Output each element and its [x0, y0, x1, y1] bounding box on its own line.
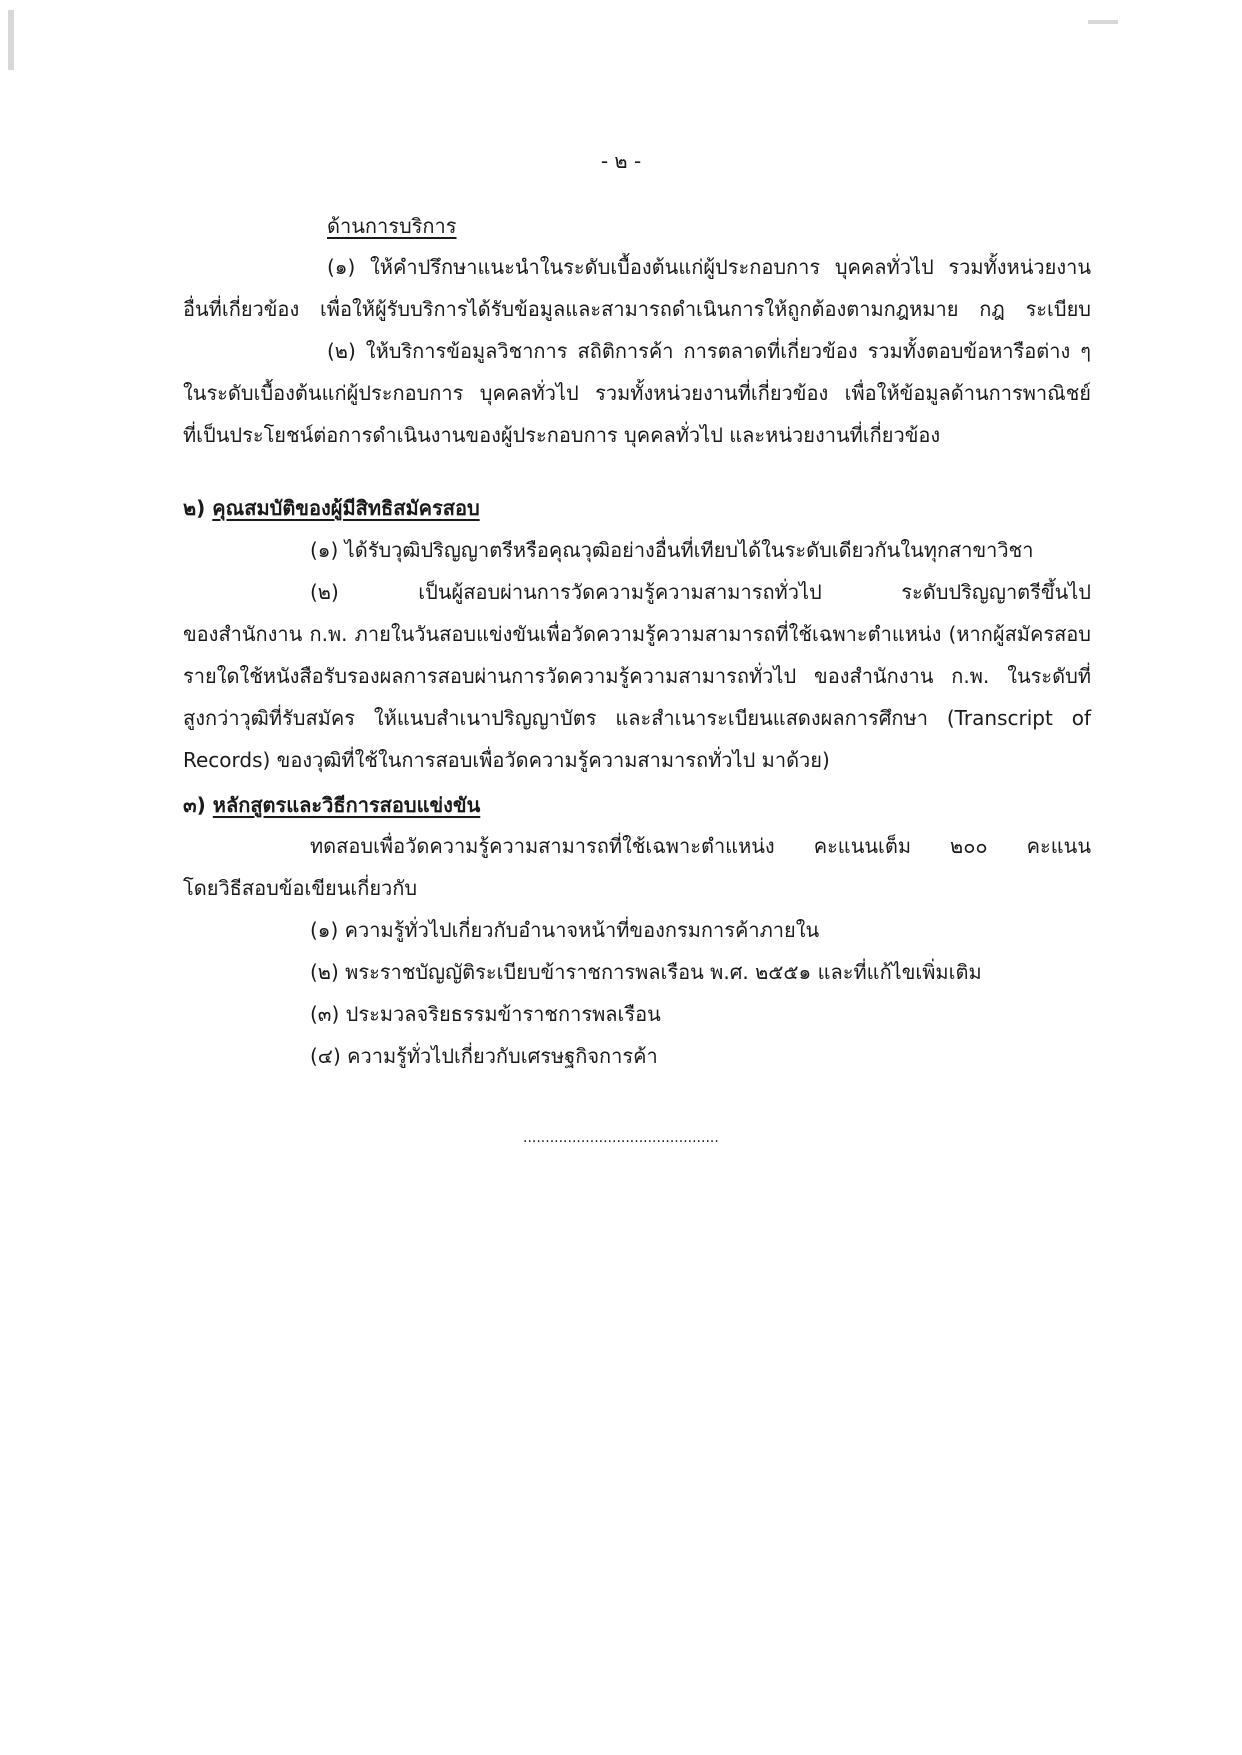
qualifications-item2-line4: สูงกว่าวุฒิที่รับสมัคร ให้แนบสำเนาปริญญาบัตร และสำเนาระเบียนแสดงผลการศึกษา (Transcript of	[183, 706, 1091, 730]
scan-speck	[8, 10, 14, 70]
page-number: - ๒ -	[600, 149, 642, 173]
curriculum-number: ๓)	[183, 793, 206, 817]
qualifications-item2-line2: ของสำนักงาน ก.พ. ภายในวันสอบแข่งขันเพื่อวัดความรู้ความสามารถที่ใช้เฉพาะตำแหน่ง (หากผู้สมัครสอบ	[183, 622, 1091, 646]
service-item1-line2: อื่นที่เกี่ยวข้อง เพื่อให้ผู้รับบริการได้รับข้อมูลและสามารถดำเนินการให้ถูกต้องตามกฎหมาย กฎ ระเบียบ	[183, 297, 1091, 321]
qualifications-item2-line1: (๒) เป็นผู้สอบผ่านการวัดความรู้ความสามารถทั่วไป ระดับปริญญาตรีขึ้นไป	[310, 580, 1091, 604]
curriculum-item: (๒) พระราชบัญญัติระเบียบข้าราชการพลเรือน พ.ศ. ๒๕๕๑ และที่แก้ไขเพิ่มเติม	[310, 960, 982, 984]
qualifications-heading	[183, 494, 480, 522]
curriculum-item: (๑) ความรู้ทั่วไปเกี่ยวกับอำนาจหน้าที่ของกรมการค้าภายใน	[310, 918, 820, 942]
service-item2-line3: ที่เป็นประโยชน์ต่อการดำเนินงานของผู้ประกอบการ บุคคลทั่วไป และหน่วยงานที่เกี่ยวข้อง	[183, 423, 941, 447]
qualifications-number: ๒)	[183, 496, 206, 520]
service-item2-line1: (๒) ให้บริการข้อมูลวิชาการ สถิติการค้า การตลาดที่เกี่ยวข้อง รวมทั้งตอบข้อหารือต่าง ๆ	[327, 339, 1091, 363]
curriculum-title: หลักสูตรและวิธีการสอบแข่งขัน	[212, 793, 481, 817]
service-heading: ด้านการบริการ	[327, 214, 457, 238]
qualifications-item1: (๑) ได้รับวุฒิปริญญาตรีหรือคุณวุฒิอย่างอื่นที่เทียบได้ในระดับเดียวกันในทุกสาขาวิชา	[310, 538, 1034, 562]
curriculum-heading	[183, 791, 480, 819]
qualifications-item2-line5: Records) ของวุฒิที่ใช้ในการสอบเพื่อวัดความรู้ความสามารถทั่วไป มาด้วย)	[183, 748, 830, 772]
qualifications-item2-line3: รายใดใช้หนังสือรับรองผลการสอบผ่านการวัดความรู้ความสามารถทั่วไป ของสำนักงาน ก.พ. ในระดับที่	[183, 664, 1091, 688]
curriculum-item: (๔) ความรู้ทั่วไปเกี่ยวกับเศรษฐกิจการค้า	[310, 1044, 658, 1068]
scan-speck	[1088, 20, 1118, 24]
curriculum-item: (๓) ประมวลจริยธรรมข้าราชการพลเรือน	[310, 1002, 661, 1026]
service-item1-line1: (๑) ให้คำปรึกษาแนะนำในระดับเบื้องต้นแก่ผู้ประกอบการ บุคคลทั่วไป รวมทั้งหน่วยงาน	[327, 255, 1091, 279]
qualifications-title: คุณสมบัติของผู้มีสิทธิสมัครสอบ	[212, 496, 480, 520]
curriculum-intro-line2: โดยวิธีสอบข้อเขียนเกี่ยวกับ	[183, 876, 418, 900]
curriculum-intro-line1: ทดสอบเพื่อวัดความรู้ความสามารถที่ใช้เฉพาะตำแหน่ง คะแนนเต็ม ๒๐๐ คะแนน	[310, 834, 1091, 858]
service-item2-line2: ในระดับเบื้องต้นแก่ผู้ประกอบการ บุคคลทั่วไป รวมทั้งหน่วยงานที่เกี่ยวข้อง เพื่อให้ข้อมูลด้านการพาณิชย์	[183, 381, 1091, 405]
closing-dotted-line: ............................................	[523, 1130, 719, 1146]
